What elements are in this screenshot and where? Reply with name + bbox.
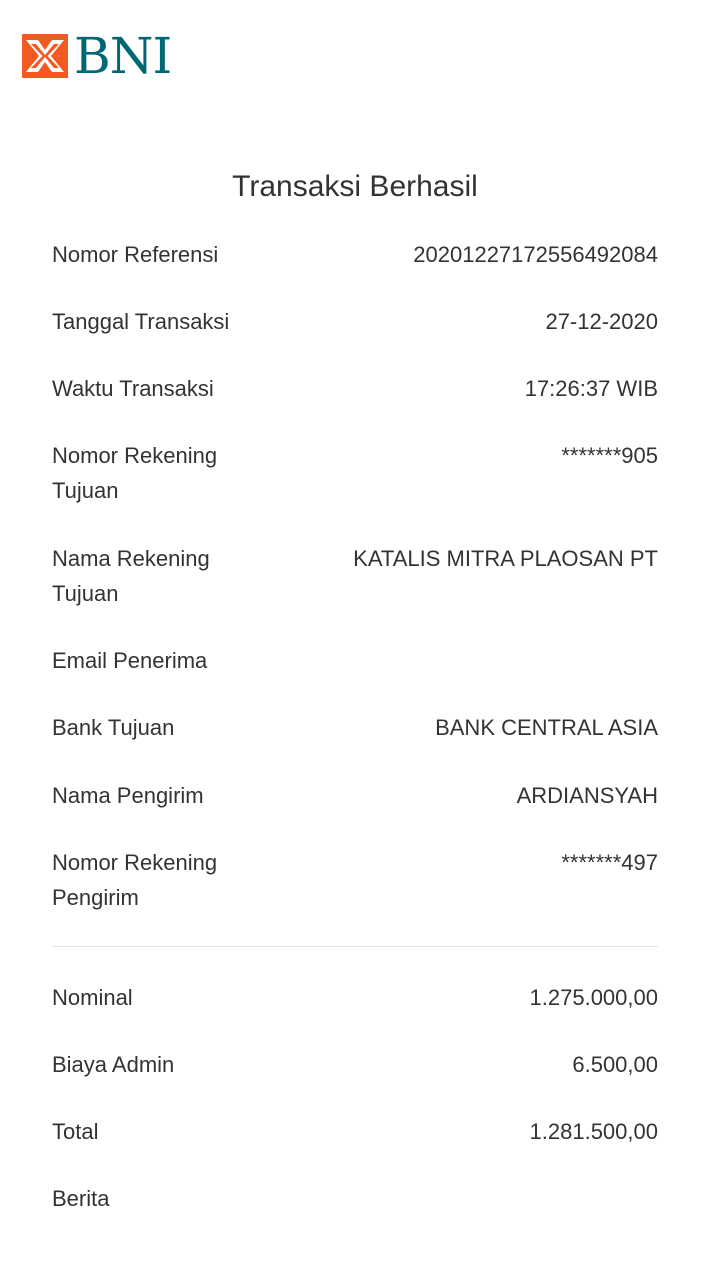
detail-value: 20201227172556492084 xyxy=(413,242,658,267)
detail-value: ARDIANSYAH xyxy=(516,783,658,808)
detail-row-tanggal-transaksi xyxy=(52,304,658,339)
bni-logo-mark-icon xyxy=(22,34,68,78)
detail-value: KATALIS MITRA PLAOSAN PT xyxy=(353,546,658,571)
detail-label: Nama Pengirim xyxy=(52,783,204,808)
detail-row-nomor-referensi xyxy=(52,237,658,272)
amount-label: Total xyxy=(52,1119,99,1144)
amount-label: Berita xyxy=(52,1186,110,1211)
detail-row-nama-rekening-tujuan xyxy=(52,541,658,611)
detail-value: BANK CENTRAL ASIA xyxy=(435,715,658,740)
detail-label: Nomor Referensi xyxy=(52,242,219,267)
amount-row-berita xyxy=(52,1181,658,1216)
bni-logo-text: BNI xyxy=(74,27,172,85)
detail-label: Nama Rekening Tujuan xyxy=(52,546,210,606)
page-title: Transaksi Berhasil xyxy=(232,170,478,203)
detail-value: *******905 xyxy=(561,443,658,468)
detail-label: Bank Tujuan xyxy=(52,715,175,740)
detail-label: Nomor Rekening Tujuan xyxy=(52,443,218,503)
bni-logo xyxy=(22,27,172,85)
amount-value: 1.281.500,00 xyxy=(529,1119,658,1144)
detail-row-nama-pengirim xyxy=(52,778,658,813)
amount-value: 6.500,00 xyxy=(572,1052,658,1077)
amount-row-nominal xyxy=(52,980,658,1015)
detail-value: 17:26:37 WIB xyxy=(524,376,658,401)
detail-label: Nomor Rekening Pengirim xyxy=(52,850,218,910)
amount-value: 1.275.000,00 xyxy=(529,985,658,1010)
detail-label: Tanggal Transaksi xyxy=(52,309,230,334)
amount-row-biaya-admin xyxy=(52,1047,658,1082)
detail-label: Waktu Transaksi xyxy=(52,376,214,401)
detail-value: 27-12-2020 xyxy=(545,309,658,334)
amount-label: Biaya Admin xyxy=(52,1052,175,1077)
detail-value: *******497 xyxy=(561,850,658,875)
amount-row-total xyxy=(52,1114,658,1149)
detail-row-nomor-rekening-tujuan xyxy=(52,438,658,508)
detail-row-nomor-rekening-pengirim xyxy=(52,845,658,915)
section-divider xyxy=(52,946,658,947)
detail-row-bank-tujuan xyxy=(52,710,658,745)
detail-row-email-penerima xyxy=(52,643,658,678)
detail-row-waktu-transaksi xyxy=(52,371,658,406)
detail-label: Email Penerima xyxy=(52,648,208,673)
amount-label: Nominal xyxy=(52,985,133,1010)
